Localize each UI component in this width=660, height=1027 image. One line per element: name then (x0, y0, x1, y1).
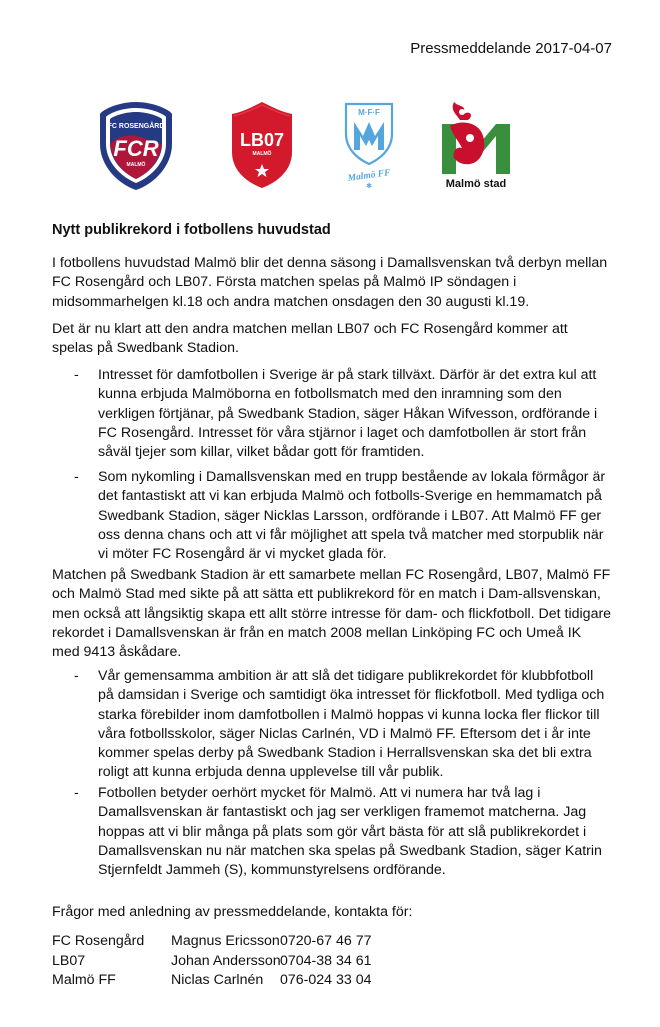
fc-rosengard-logo (96, 100, 176, 192)
lb07-main-text: LB07 (239, 130, 285, 150)
logo-row (0, 0, 660, 200)
contact-org: Malmö FF (52, 972, 116, 988)
mff-star-icon: ✱ (366, 182, 372, 188)
bullet-dash: - (74, 469, 79, 485)
stadium-paragraph: Det är nu klart att den andra matchen mellan LB07 och FC Rosengård kommer att spelas på Swedbank Stadion. (52, 321, 568, 357)
press-release-date: Pressmeddelande 2017-04-07 (410, 40, 612, 57)
fcr-sub-text: MALMÖ (126, 162, 146, 168)
quote-text: Vår gemensamma ambition är att slå det tidigare publikrekordet för klubbfotboll på damsidan i Sverige och samtidigt öka intresset för flickfotboll. Med tydliga och starka förebilder inom damfotbollen i Malmö hoppas vi kunna locka fler flickor till våra fotbollsskolor, säger Niclas Carlnén, VD i Malmö FF. Eftersom det i år inte kommer spelas derby på Swedbank Stadion i Herrallsvenskan ska det bli extra roligt att kunna erbjuda denna upplevelse till vår publik. (98, 668, 605, 781)
lb07-sub-text: MALMÖ (252, 151, 272, 157)
quote-text: Fotbollen betyder oerhört mycket för Malmö. Att vi numera har två lag i Damallsvenskan är fantastiskt och jag ser verkligen framemot matcherna. Jag hoppas att vi blir många på plats som gör vårt bästa för att slå publikrekordet i Damallsvenskan nu när matchen ska spelas på Swedbank Stadion, säger Katrin Stjernfeldt Jammeh (S), kommunstyrelsens ordförande. (98, 785, 602, 879)
bullet-dash: - (74, 367, 79, 383)
intro-paragraph: I fotbollens huvudstad Malmö blir det denna säsong i Damallsvenskan två derbyn mellan FC Rosengård och LB07. Första matchen spelas på Malmö IP söndagen i midsommarhelgen kl.18 och andra matchen onsdagen den 30 augusti kl.19. (52, 255, 608, 310)
contact-name: Magnus Ericsson (171, 933, 280, 949)
quote-text: Som nykomling i Damallsvenskan med en trupp bestående av lokala förmågor är det fantastiskt att vi kan erbjuda Malmö och fotbolls-Sverige en hemmamatch på Swedbank Stadion, säger Nicklas Larsson, ordförande i LB07. Att Malmö FF ger oss denna chans och att vi får möjlighet att spela två matcher med storpublik när vi möter FC Rosengård är vi mycket glada för. (98, 469, 606, 563)
contact-name: Johan Andersson (171, 952, 281, 969)
contact-intro: Frågor med anledning av pressmeddelande, kontakta för: (52, 904, 413, 920)
page-title: Nytt publikrekord i fotbollens huvudstad (52, 222, 331, 238)
fcr-top-text: FC ROSENGÅRD (107, 123, 165, 130)
stad-name-text: Malmö stad (445, 178, 507, 190)
malmo-stad-logo (440, 100, 512, 192)
fcr-main-text: FCR (113, 136, 159, 161)
lb07-logo (228, 102, 296, 188)
bullet-dash: - (74, 668, 79, 684)
contact-phone: 076-024 33 04 (280, 972, 372, 988)
malmo-ff-logo (336, 100, 402, 188)
contact-org: LB07 (52, 952, 86, 969)
bullet-dash: - (74, 785, 79, 801)
collaboration-paragraph: Matchen på Swedbank Stadion är ett samarbete mellan FC Rosengård, LB07, Malmö FF och Malmö Stad med sikte på att sätta ett publikrekord för en match i Dam-allsvenskan, men också att långsiktig skapa ett allt större intresse för dam- och flickfotboll. Det tidigare rekordet i Damallsvenskan är från en match 2008 mellan Linköping FC och Umeå IK med 9413 åskådare. (52, 567, 612, 661)
contact-phone: 0704-38 34 61 (280, 952, 372, 969)
contact-phone: 0720-67 46 77 (280, 933, 372, 949)
mff-top-text: M·F·F (358, 108, 380, 117)
contact-name: Niclas Carlnén (171, 972, 264, 988)
contact-org: FC Rosengård (52, 933, 145, 949)
quote-text: Intresset för damfotbollen i Sverige är på stark tillväxt. Därför är det extra kul att kunna erbjuda Malmöborna en fotbollsmatch med den inramning som den verkligen förtjänar, på Swedbank Stadion, säger Håkan Wifvesson, ordförande i FC Rosengård. Intresset för våra stjärnor i laget och damfotbollen är stort från såväl tjejer som killar, vilket bådar gott för framtiden. (98, 367, 598, 461)
mff-name-text: Malmö FF (347, 168, 392, 184)
